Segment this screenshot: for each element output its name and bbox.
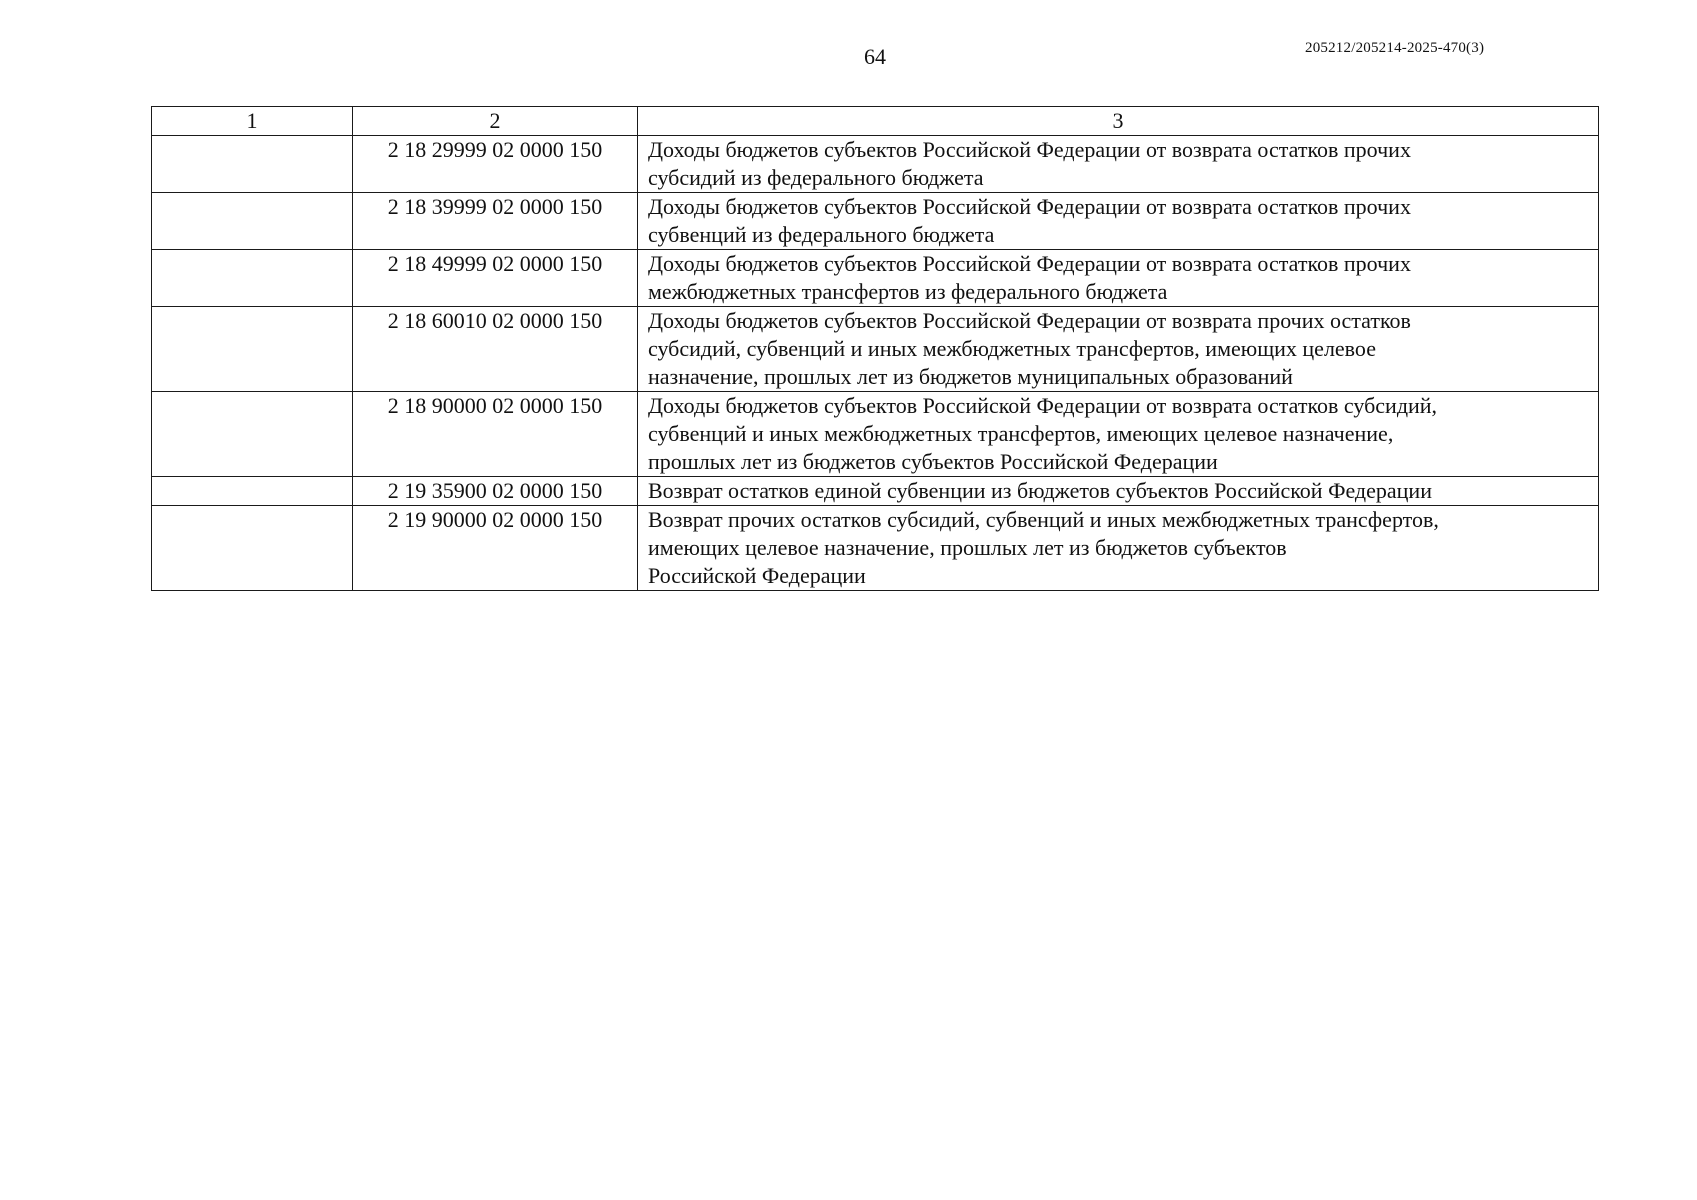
description-line: Доходы бюджетов субъектов Российской Федерации от возврата остатков прочих [648, 251, 1411, 276]
description-line: назначение, прошлых лет из бюджетов муниципальных образований [648, 364, 1293, 389]
description-line: имеющих целевое назначение, прошлых лет из бюджетов субъектов [648, 535, 1287, 560]
description-line: межбюджетных трансфертов из федерального бюджета [648, 279, 1168, 304]
description-line: субвенций из федерального бюджета [648, 222, 995, 247]
description-line: Возврат прочих остатков субсидий, субвенций и иных межбюджетных трансфертов, [648, 507, 1439, 532]
revenue-description [638, 506, 1599, 591]
revenue-description [638, 477, 1599, 506]
description-line: Возврат остатков единой субвенции из бюджетов субъектов Российской Федерации [648, 478, 1432, 503]
description-line: Доходы бюджетов субъектов Российской Федерации от возврата прочих остатков [648, 308, 1411, 333]
admin-cell [152, 136, 353, 193]
table-row [152, 477, 1599, 506]
revenue-description [638, 392, 1599, 477]
column-header-3: 3 [638, 107, 1599, 136]
admin-cell [152, 193, 353, 250]
revenue-code: 2 18 29999 02 0000 150 [353, 136, 638, 193]
table-row [152, 392, 1599, 477]
description-line: Доходы бюджетов субъектов Российской Федерации от возврата остатков субсидий, [648, 393, 1438, 418]
table-row [152, 250, 1599, 307]
budget-classification-table [151, 106, 1599, 591]
revenue-description [638, 307, 1599, 392]
revenue-code: 2 18 60010 02 0000 150 [353, 307, 638, 392]
description-line: субвенций и иных межбюджетных трансфертов, имеющих целевое назначение, [648, 421, 1394, 446]
revenue-description [638, 136, 1599, 193]
revenue-code: 2 18 39999 02 0000 150 [353, 193, 638, 250]
revenue-code: 2 19 35900 02 0000 150 [353, 477, 638, 506]
revenue-description [638, 193, 1599, 250]
admin-cell [152, 477, 353, 506]
admin-cell [152, 250, 353, 307]
revenue-code: 2 19 90000 02 0000 150 [353, 506, 638, 591]
description-line: прошлых лет из бюджетов субъектов Российской Федерации [648, 449, 1218, 474]
description-line: субсидий, субвенций и иных межбюджетных трансфертов, имеющих целевое [648, 336, 1376, 361]
table-header-row [152, 107, 1599, 136]
table-row [152, 506, 1599, 591]
revenue-code: 2 18 49999 02 0000 150 [353, 250, 638, 307]
admin-cell [152, 392, 353, 477]
revenue-description [638, 250, 1599, 307]
admin-cell [152, 307, 353, 392]
description-line: Российской Федерации [648, 563, 866, 588]
description-line: Доходы бюджетов субъектов Российской Федерации от возврата остатков прочих [648, 137, 1411, 162]
table-row [152, 193, 1599, 250]
table-row [152, 136, 1599, 193]
column-header-1: 1 [152, 107, 353, 136]
column-header-2: 2 [353, 107, 638, 136]
page-number: 64 [864, 44, 886, 69]
table-row [152, 307, 1599, 392]
admin-cell [152, 506, 353, 591]
description-line: субсидий из федерального бюджета [648, 165, 984, 190]
document-code: 205212/205214-2025-470(3) [1305, 40, 1485, 56]
description-line: Доходы бюджетов субъектов Российской Федерации от возврата остатков прочих [648, 194, 1411, 219]
revenue-code: 2 18 90000 02 0000 150 [353, 392, 638, 477]
